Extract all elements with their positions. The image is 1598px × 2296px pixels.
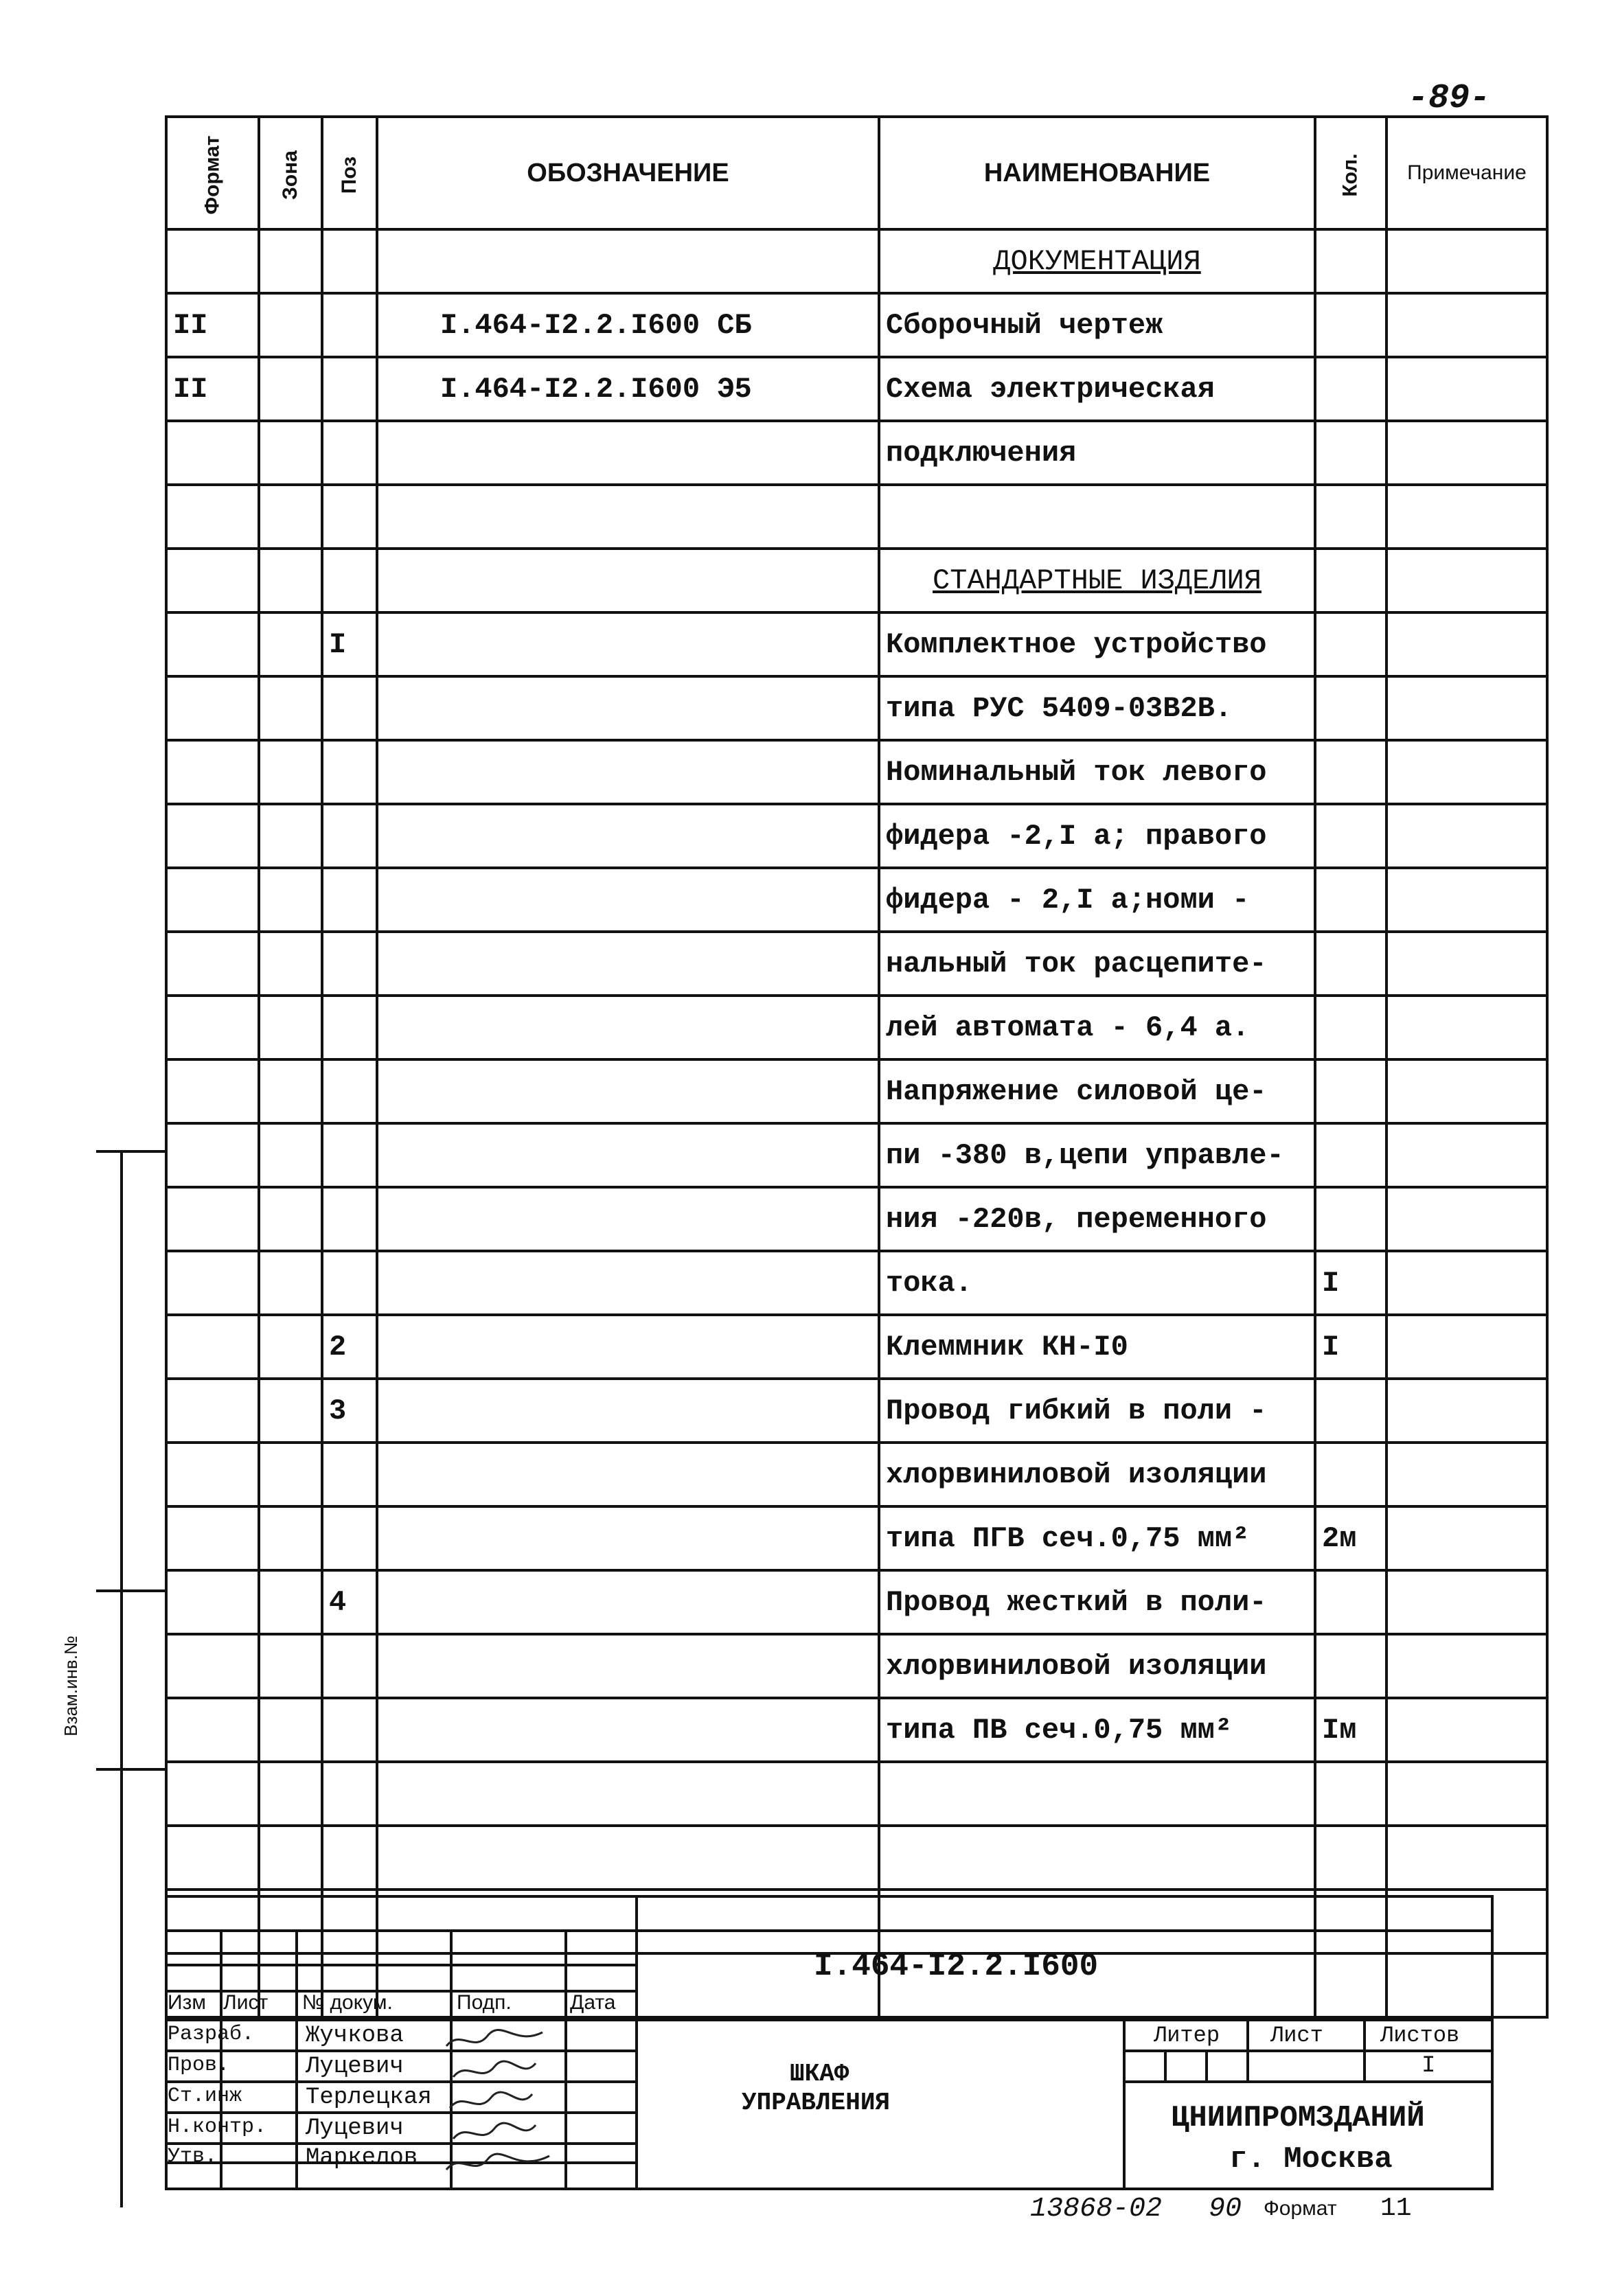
cell-zone xyxy=(259,1443,322,1506)
cell-qty xyxy=(1315,1059,1386,1123)
cell-name: лей автомата - 6,4 а. xyxy=(879,996,1315,1059)
cell-zone xyxy=(259,868,322,932)
cell-format xyxy=(166,676,259,740)
cell-qty xyxy=(1315,1762,1386,1826)
cell-zone xyxy=(259,804,322,868)
header-row xyxy=(166,117,1547,229)
role-label: Н.контр. xyxy=(168,2115,267,2139)
cell-note xyxy=(1386,1059,1547,1123)
table-row xyxy=(166,996,1547,1059)
cell-pos xyxy=(322,1698,377,1762)
footer-format-value: 11 xyxy=(1380,2194,1412,2223)
cell-qty xyxy=(1315,293,1386,357)
cell-zone xyxy=(259,485,322,549)
cell-qty xyxy=(1315,1123,1386,1187)
cell-pos xyxy=(322,421,377,485)
table-row xyxy=(166,804,1547,868)
cell-note xyxy=(1386,612,1547,676)
cell-note xyxy=(1386,1123,1547,1187)
table-row xyxy=(166,676,1547,740)
cell-format xyxy=(166,1379,259,1443)
product-name-line1: ШКАФ xyxy=(790,2060,849,2088)
cell-designation: I.464-I2.2.I600 СБ xyxy=(377,293,879,357)
cell-name: Схема электрическая xyxy=(879,357,1315,421)
cell-designation xyxy=(377,1570,879,1634)
role-name: Жучкова xyxy=(306,2023,404,2049)
table-row xyxy=(166,1123,1547,1187)
cell-zone xyxy=(259,1506,322,1570)
tb-grid-line xyxy=(165,2019,1494,2021)
cell-qty xyxy=(1315,1443,1386,1506)
cell-qty xyxy=(1315,549,1386,612)
table-row xyxy=(166,1315,1547,1379)
table-row xyxy=(166,1506,1547,1570)
role-label: Пров. xyxy=(168,2054,230,2077)
cell-note xyxy=(1386,229,1547,293)
cell-note xyxy=(1386,1570,1547,1634)
table-row xyxy=(166,1443,1547,1506)
cell-note xyxy=(1386,1762,1547,1826)
cell-zone xyxy=(259,1570,322,1634)
cell-note xyxy=(1386,804,1547,868)
cell-format: II xyxy=(166,293,259,357)
cell-name: хлорвиниловой изоляции xyxy=(879,1634,1315,1698)
margin-line xyxy=(96,1150,165,1153)
cell-name: подключения xyxy=(879,421,1315,485)
cell-format: II xyxy=(166,357,259,421)
cell-designation xyxy=(377,932,879,996)
cell-note xyxy=(1386,1187,1547,1251)
cell-pos: 3 xyxy=(322,1379,377,1443)
cell-designation xyxy=(377,1187,879,1251)
table-row xyxy=(166,421,1547,485)
table-row xyxy=(166,357,1547,421)
cell-zone xyxy=(259,996,322,1059)
tb-grid-line xyxy=(1363,2019,1366,2080)
cell-zone xyxy=(259,1379,322,1443)
margin-label-replacement: Взам.инв.№ xyxy=(60,1635,81,1736)
cell-name xyxy=(879,1826,1315,1890)
document-code: I.464-I2.2.I600 xyxy=(814,1949,1099,1984)
cell-format xyxy=(166,485,259,549)
cell-name: типа РУС 5409-03В2В. xyxy=(879,676,1315,740)
tb-grid-line xyxy=(1123,2080,1494,2083)
cell-zone xyxy=(259,1251,322,1315)
cell-format xyxy=(166,1251,259,1315)
cell-note xyxy=(1386,868,1547,932)
cell-pos: 4 xyxy=(322,1570,377,1634)
cell-note xyxy=(1386,1634,1547,1698)
cell-format xyxy=(166,421,259,485)
role-label: Утв. xyxy=(168,2145,218,2168)
cell-pos xyxy=(322,293,377,357)
cell-format xyxy=(166,740,259,804)
tb-grid-line xyxy=(165,1964,635,1966)
cell-qty xyxy=(1315,357,1386,421)
cell-pos xyxy=(322,1123,377,1187)
sheets-label: Листов xyxy=(1380,2023,1460,2048)
cell-format xyxy=(166,1762,259,1826)
cell-format xyxy=(166,612,259,676)
tb-grid-line xyxy=(1164,2050,1167,2080)
cell-designation xyxy=(377,1506,879,1570)
cell-note xyxy=(1386,676,1547,740)
header-zone: Зона xyxy=(259,117,322,229)
cell-designation xyxy=(377,1698,879,1762)
table-row xyxy=(166,932,1547,996)
cell-note xyxy=(1386,357,1547,421)
cell-zone xyxy=(259,1762,322,1826)
cell-format xyxy=(166,1443,259,1506)
sheet-label: Лист xyxy=(1270,2023,1323,2048)
table-row xyxy=(166,1251,1547,1315)
cell-name: Клеммник КН-I0 xyxy=(879,1315,1315,1379)
cell-name: Провод гибкий в поли - xyxy=(879,1379,1315,1443)
header-note: Примечание xyxy=(1386,117,1547,229)
cell-name: Напряжение силовой це- xyxy=(879,1059,1315,1123)
col-label-signature: Подп. xyxy=(457,1991,512,2014)
cell-format xyxy=(166,1315,259,1379)
cell-designation: I.464-I2.2.I600 Э5 xyxy=(377,357,879,421)
table-row xyxy=(166,740,1547,804)
cell-pos xyxy=(322,1059,377,1123)
cell-pos xyxy=(322,1634,377,1698)
cell-pos xyxy=(322,1762,377,1826)
table-row xyxy=(166,1634,1547,1698)
cell-qty xyxy=(1315,1379,1386,1443)
col-label-date: Дата xyxy=(570,1991,616,2014)
table-row xyxy=(166,1570,1547,1634)
cell-pos xyxy=(322,1251,377,1315)
cell-designation xyxy=(377,1379,879,1443)
cell-pos xyxy=(322,804,377,868)
stage-label: Литер xyxy=(1154,2023,1220,2048)
cell-note xyxy=(1386,1826,1547,1890)
cell-qty xyxy=(1315,421,1386,485)
table-row xyxy=(166,1826,1547,1890)
col-label-doc-no: № докум. xyxy=(302,1991,393,2014)
page-number: -89- xyxy=(1408,79,1491,118)
cell-format xyxy=(166,996,259,1059)
table-row xyxy=(166,1059,1547,1123)
cell-designation xyxy=(377,1826,879,1890)
footer-page-ref: 90 xyxy=(1209,2194,1242,2225)
cell-note xyxy=(1386,485,1547,549)
cell-note xyxy=(1386,1251,1547,1315)
tb-grid-line xyxy=(1205,2050,1208,2080)
cell-pos xyxy=(322,549,377,612)
table-row xyxy=(166,1698,1547,1762)
margin-line xyxy=(96,1768,165,1771)
cell-note xyxy=(1386,1506,1547,1570)
cell-name: ДОКУМЕНТАЦИЯ xyxy=(879,229,1315,293)
cell-designation xyxy=(377,1443,879,1506)
cell-zone xyxy=(259,1698,322,1762)
cell-designation xyxy=(377,1251,879,1315)
cell-qty xyxy=(1315,932,1386,996)
cell-designation xyxy=(377,1634,879,1698)
table-row xyxy=(166,1379,1547,1443)
cell-name: фидера -2,I а; правого xyxy=(879,804,1315,868)
table-row xyxy=(166,549,1547,612)
cell-format xyxy=(166,549,259,612)
cell-pos xyxy=(322,485,377,549)
cell-qty xyxy=(1315,676,1386,740)
cell-name: Комплектное устройство xyxy=(879,612,1315,676)
cell-designation xyxy=(377,421,879,485)
cell-name: ния -220в, переменного xyxy=(879,1187,1315,1251)
cell-note xyxy=(1386,996,1547,1059)
cell-zone xyxy=(259,1187,322,1251)
table-row xyxy=(166,868,1547,932)
cell-qty xyxy=(1315,612,1386,676)
cell-pos xyxy=(322,932,377,996)
cell-name: типа ПВ сеч.0,75 мм² xyxy=(879,1698,1315,1762)
table-row xyxy=(166,293,1547,357)
cell-designation xyxy=(377,612,879,676)
cell-note xyxy=(1386,293,1547,357)
cell-pos xyxy=(322,1826,377,1890)
role-name: Маркелов xyxy=(306,2145,418,2171)
cell-qty xyxy=(1315,1826,1386,1890)
cell-designation xyxy=(377,676,879,740)
cell-designation xyxy=(377,1762,879,1826)
cell-designation xyxy=(377,229,879,293)
footer-format-label: Формат xyxy=(1264,2197,1337,2220)
cell-qty xyxy=(1315,1187,1386,1251)
table-row xyxy=(166,485,1547,549)
cell-pos: 2 xyxy=(322,1315,377,1379)
cell-pos: I xyxy=(322,612,377,676)
sheets-value: I xyxy=(1422,2053,1436,2079)
cell-format xyxy=(166,1187,259,1251)
cell-format xyxy=(166,1506,259,1570)
cell-note xyxy=(1386,1443,1547,1506)
cell-zone xyxy=(259,676,322,740)
specification-table xyxy=(165,115,1549,2019)
header-designation: ОБОЗНАЧЕНИЕ xyxy=(377,117,879,229)
cell-note xyxy=(1386,1315,1547,1379)
cell-designation xyxy=(377,996,879,1059)
footer-inventory-number: 13868-02 xyxy=(1030,2194,1163,2225)
cell-format xyxy=(166,1826,259,1890)
cell-format xyxy=(166,1698,259,1762)
cell-zone xyxy=(259,1315,322,1379)
cell-pos xyxy=(322,229,377,293)
cell-designation xyxy=(377,1315,879,1379)
table-row xyxy=(166,229,1547,293)
cell-designation xyxy=(377,549,879,612)
product-name-line2: УПРАВЛЕНИЯ xyxy=(742,2089,891,2117)
cell-pos xyxy=(322,1443,377,1506)
cell-format xyxy=(166,932,259,996)
cell-name: пи -380 в,цепи управле- xyxy=(879,1123,1315,1187)
cell-pos xyxy=(322,676,377,740)
cell-zone xyxy=(259,229,322,293)
cell-qty xyxy=(1315,996,1386,1059)
tb-grid-line xyxy=(1123,2019,1126,2190)
cell-designation xyxy=(377,868,879,932)
tb-grid-line xyxy=(1123,2050,1494,2052)
organization: ЦНИИПРОМЗДАНИЙ xyxy=(1171,2101,1425,2135)
header-pos: Поз xyxy=(322,117,377,229)
signatures xyxy=(440,2025,577,2183)
cell-designation xyxy=(377,485,879,549)
cell-name: нальный ток расцепите- xyxy=(879,932,1315,996)
table-row xyxy=(166,1762,1547,1826)
cell-zone xyxy=(259,1634,322,1698)
cell-format xyxy=(166,1634,259,1698)
cell-pos xyxy=(322,740,377,804)
title-block-line xyxy=(165,1929,1494,1932)
cell-name: хлорвиниловой изоляции xyxy=(879,1443,1315,1506)
col-label-sheet: Лист xyxy=(223,1991,269,2014)
cell-qty: I xyxy=(1315,1315,1386,1379)
cell-qty: Iм xyxy=(1315,1698,1386,1762)
header-name: НАИМЕНОВАНИЕ xyxy=(879,117,1315,229)
cell-format xyxy=(166,868,259,932)
cell-zone xyxy=(259,293,322,357)
cell-zone xyxy=(259,932,322,996)
col-label-change: Изм xyxy=(168,1991,206,2014)
cell-qty xyxy=(1315,740,1386,804)
cell-zone xyxy=(259,1123,322,1187)
cell-format xyxy=(166,1123,259,1187)
cell-qty xyxy=(1315,1570,1386,1634)
margin-line xyxy=(96,1589,165,1592)
cell-zone xyxy=(259,1826,322,1890)
tb-grid-line xyxy=(635,1895,638,2190)
cell-note xyxy=(1386,1379,1547,1443)
header-format: Формат xyxy=(166,117,259,229)
cell-name: типа ПГВ сеч.0,75 мм² xyxy=(879,1506,1315,1570)
cell-name: тока. xyxy=(879,1251,1315,1315)
tb-grid-line xyxy=(1246,2019,1249,2080)
cell-format xyxy=(166,1570,259,1634)
role-label: Разраб. xyxy=(168,2023,255,2046)
cell-format xyxy=(166,804,259,868)
cell-format xyxy=(166,229,259,293)
cell-name xyxy=(879,1762,1315,1826)
cell-pos xyxy=(322,868,377,932)
role-name: Луцевич xyxy=(306,2115,404,2142)
cell-name xyxy=(879,485,1315,549)
margin-line xyxy=(120,1150,123,2207)
role-name: Луцевич xyxy=(306,2054,404,2080)
cell-qty: 2м xyxy=(1315,1506,1386,1570)
table-row xyxy=(166,612,1547,676)
city: г. Москва xyxy=(1229,2142,1393,2177)
cell-zone xyxy=(259,612,322,676)
tb-grid-line xyxy=(295,1929,298,2190)
cell-note xyxy=(1386,421,1547,485)
cell-designation xyxy=(377,804,879,868)
cell-zone xyxy=(259,740,322,804)
cell-designation xyxy=(377,740,879,804)
cell-qty xyxy=(1315,804,1386,868)
cell-qty xyxy=(1315,229,1386,293)
cell-designation xyxy=(377,1123,879,1187)
cell-pos xyxy=(322,1506,377,1570)
cell-name: Сборочный чертеж xyxy=(879,293,1315,357)
cell-note xyxy=(1386,932,1547,996)
table-row xyxy=(166,1187,1547,1251)
cell-qty xyxy=(1315,485,1386,549)
cell-zone xyxy=(259,421,322,485)
cell-name: фидера - 2,I а;номи - xyxy=(879,868,1315,932)
cell-note xyxy=(1386,549,1547,612)
cell-format xyxy=(166,1059,259,1123)
cell-note xyxy=(1386,740,1547,804)
cell-qty xyxy=(1315,868,1386,932)
cell-zone xyxy=(259,549,322,612)
cell-designation xyxy=(377,1059,879,1123)
cell-name: Номинальный ток левого xyxy=(879,740,1315,804)
cell-pos xyxy=(322,996,377,1059)
cell-pos xyxy=(322,357,377,421)
cell-zone xyxy=(259,357,322,421)
cell-pos xyxy=(322,1187,377,1251)
role-name: Терлецкая xyxy=(306,2085,432,2111)
cell-name: Провод жесткий в поли- xyxy=(879,1570,1315,1634)
cell-zone xyxy=(259,1059,322,1123)
header-qty: Кол. xyxy=(1315,117,1386,229)
cell-note xyxy=(1386,1698,1547,1762)
cell-name: СТАНДАРТНЫЕ ИЗДЕЛИЯ xyxy=(879,549,1315,612)
cell-qty xyxy=(1315,1634,1386,1698)
cell-qty: I xyxy=(1315,1251,1386,1315)
role-label: Ст.инж xyxy=(168,2085,242,2108)
